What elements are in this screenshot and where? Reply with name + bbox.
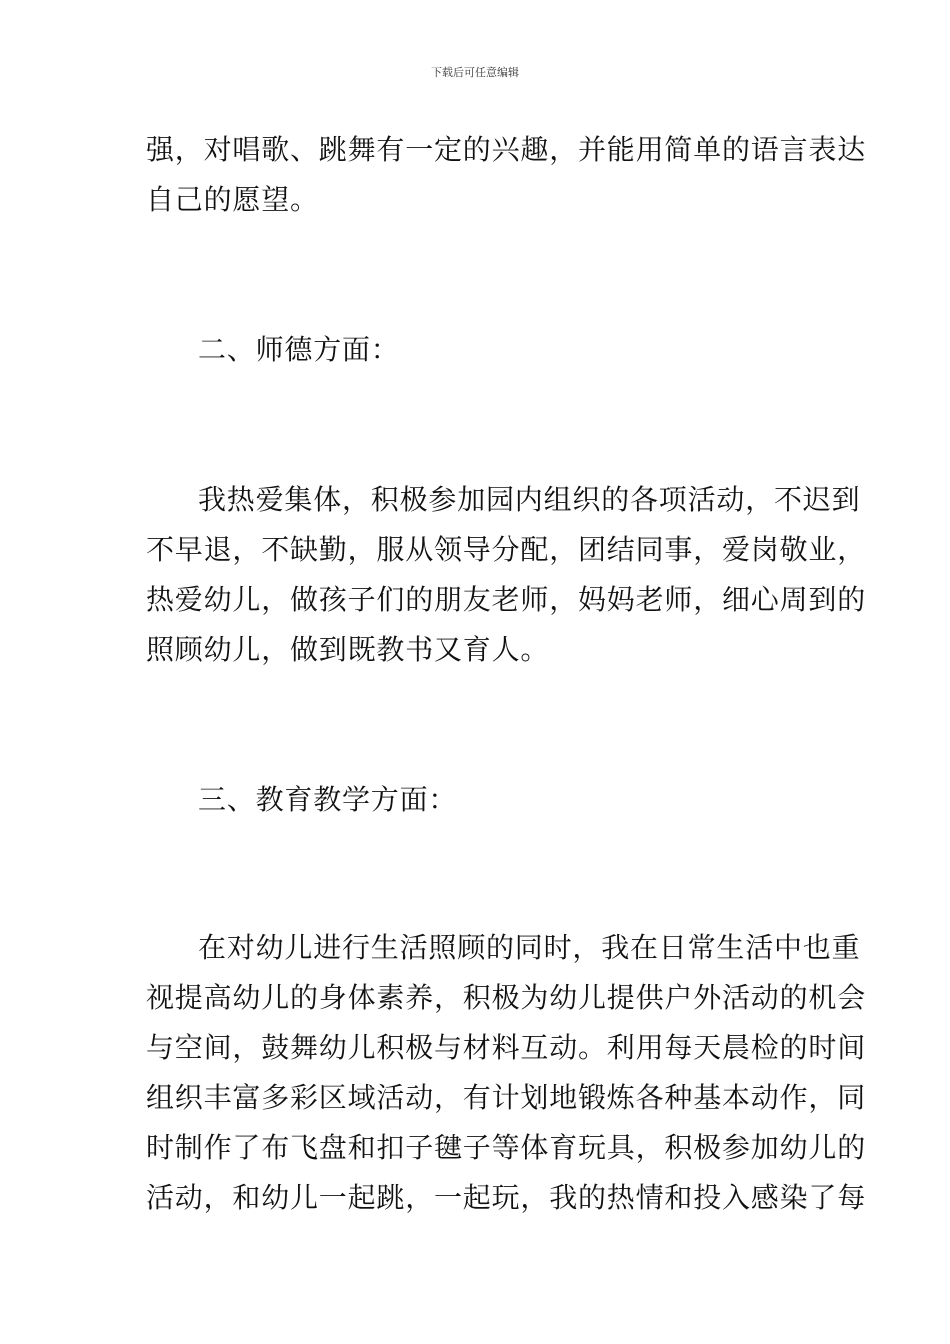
section-heading-ethics: 二、师德方面： [198, 333, 400, 366]
section-heading-teaching: 三、教育教学方面： [198, 783, 458, 816]
paragraph-5-line-4: 组织丰富多彩区域活动，有计划地锻炼各种基本动作，同 [146, 1081, 867, 1114]
paragraph-3-line-2: 不早退，不缺勤，服从领导分配，团结同事，爱岗敬业， [146, 533, 867, 566]
paragraph-5-line-3: 与空间，鼓舞幼儿积极与材料互动。利用每天晨检的时间 [146, 1031, 867, 1064]
page-header-note: 下载后可任意编辑 [431, 66, 519, 79]
paragraph-3-line-1: 我热爱集体，积极参加园内组织的各项活动，不迟到 [198, 483, 861, 516]
paragraph-5-line-2: 视提高幼儿的身体素养，积极为幼儿提供户外活动的机会 [146, 981, 867, 1014]
paragraph-5-line-5: 时制作了布飞盘和扣子毽子等体育玩具，积极参加幼儿的 [146, 1131, 867, 1164]
paragraph-5-line-1: 在对幼儿进行生活照顾的同时，我在日常生活中也重 [198, 931, 861, 964]
paragraph-3-line-3: 热爱幼儿，做孩子们的朋友老师，妈妈老师，细心周到的 [146, 583, 867, 616]
paragraph-1-line-2: 自己的愿望。 [146, 183, 319, 216]
paragraph-1-line-1: 强，对唱歌、跳舞有一定的兴趣，并能用简单的语言表达 [146, 133, 867, 166]
paragraph-3-line-4: 照顾幼儿，做到既教书又育人。 [146, 633, 550, 666]
paragraph-5-line-6: 活动，和幼儿一起跳，一起玩，我的热情和投入感染了每 [146, 1181, 867, 1214]
